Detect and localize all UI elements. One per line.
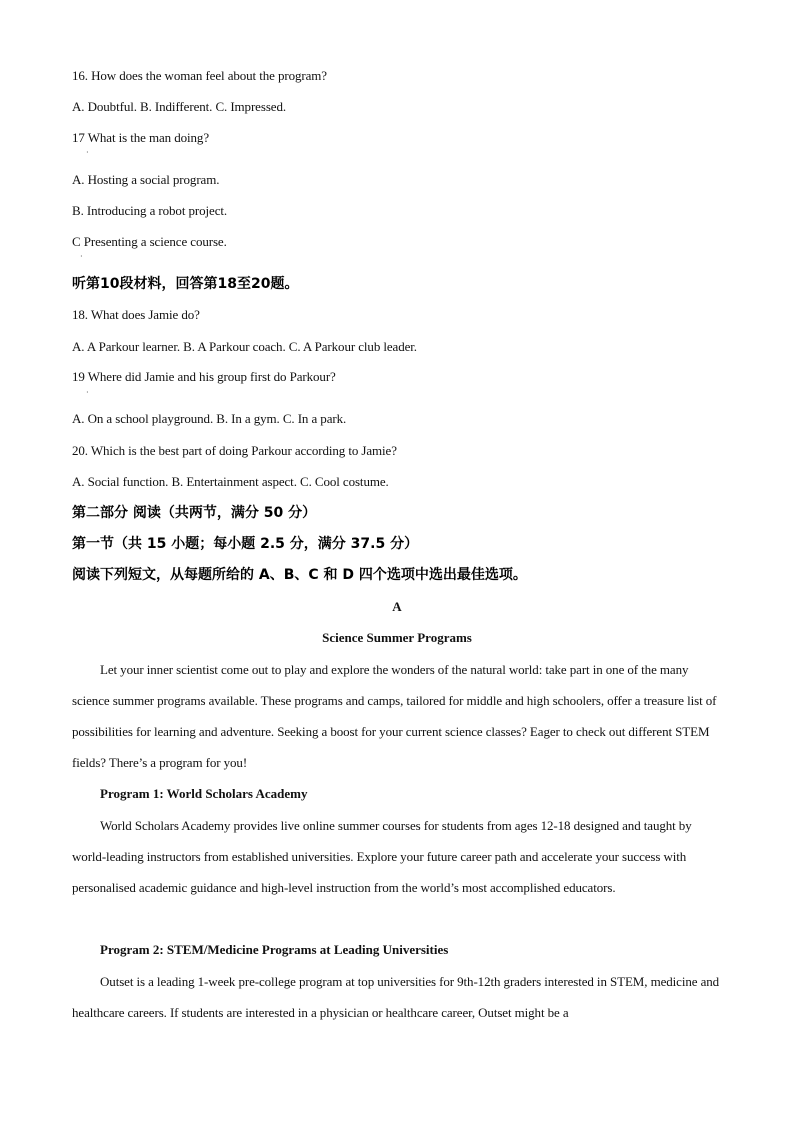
question-17-option-c: C Presenting a science course.	[72, 234, 227, 249]
question-18: 18. What does Jamie do?	[72, 307, 200, 322]
section-one-heading: 第一节（共 15 小题；每小题 2.5 分，满分 37.5 分）	[72, 536, 419, 552]
question-18-options: A. A Parkour learner. B. A Parkour coach. C. A Parkour club leader.	[72, 339, 417, 354]
question-17: 17 What is the man doing?	[72, 130, 209, 145]
program-2-title: Program 2: STEM/Medicine Programs at Leading Universities	[100, 942, 449, 957]
program-2-paragraph: Outset is a leading 1-week pre-college program at top universities for 9th-12th graders interested in STEM, medicine and healthcare careers. If students are interested in a physician or healthcare career, Outset might be a	[72, 974, 720, 1020]
passage-intro-paragraph: Let your inner scientist come out to play and explore the wonders of the natural world: take part in one of the many science summer programs available. These programs and camps, tailored for middle and high schoolers, offer a treasure list of possibilities for learning and adventure. Seeking a boost for your current science classes? Eager to check out different STEM fields? There’s a program for you!	[72, 662, 717, 770]
passage-title: Science Summer Programs	[322, 630, 472, 645]
stray-dot-mark: ·	[86, 388, 89, 397]
question-17-option-a: A. Hosting a social program.	[72, 172, 220, 187]
question-17-option-b: B. Introducing a robot project.	[72, 203, 228, 218]
question-16-options: A. Doubtful. B. Indifferent. C. Impressed.	[72, 99, 286, 114]
stray-dot-mark: ·	[80, 252, 83, 261]
passage-letter: A	[392, 599, 402, 614]
question-19-options: A. On a school playground. B. In a gym. C. In a park.	[72, 411, 347, 426]
question-20-options: A. Social function. B. Entertainment aspect. C. Cool costume.	[72, 474, 389, 489]
program-1-title: Program 1: World Scholars Academy	[100, 786, 308, 801]
question-16: 16. How does the woman feel about the program?	[72, 68, 327, 83]
question-20: 20. Which is the best part of doing Parkour according to Jamie?	[72, 443, 397, 458]
part-two-heading: 第二部分 阅读（共两节，满分 50 分）	[72, 505, 317, 521]
program-1-paragraph: World Scholars Academy provides live online summer courses for students from ages 12-18 designed and taught by world-leading instructors from established universities. Explore your future career path and accelerate your success with personalised academic guidance and high-level instruction from the world’s most accomplished educators.	[72, 818, 692, 895]
stray-dot-mark: ·	[86, 148, 89, 157]
reading-instruction: 阅读下列短文，从每题所给的 A、B、C 和 D 四个选项中选出最佳选项。	[72, 567, 527, 583]
question-19: 19 Where did Jamie and his group first do Parkour?	[72, 369, 336, 384]
section-instruction-10: 听第10段材料，回答第18至20题。	[72, 276, 299, 292]
